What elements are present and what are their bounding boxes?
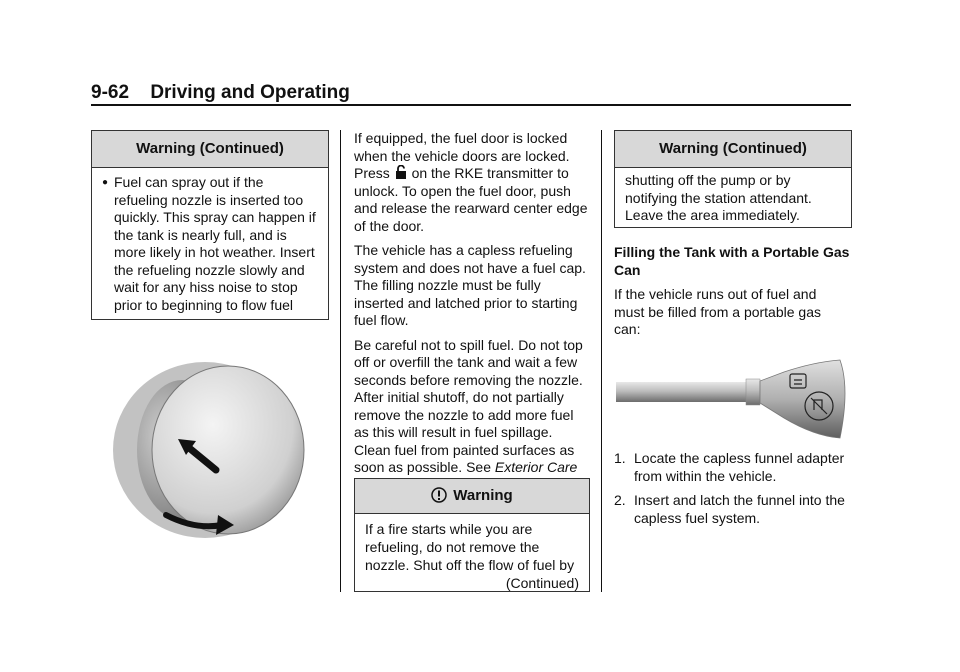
step-text: Locate the capless funnel adapter from within the vehicle. xyxy=(634,450,845,484)
warning-box-title: Warning (Continued) xyxy=(92,131,328,168)
section-title: Driving and Operating xyxy=(150,82,350,103)
column-2 xyxy=(354,130,590,501)
spill-text: Be careful not to spill fuel. Do not top off or overfill the tank and wait a few seconds before removing the nozzle. After initial shutoff, do not partially remove the nozzle to add more fuel as this will result in fuel spillage. Clean fuel from painted surfaces as soon as possible. See xyxy=(354,336,583,475)
warning-bullet-text: Fuel can spray out if the refueling nozzle is inserted too quickly. This spray can happen if the tank is nearly full, and is more likely in hot weather. Insert the refueling nozzle slowly and wait for any hiss noise to stop prior to beginning to flow fuel xyxy=(114,174,316,313)
warning-box-continued-2 xyxy=(614,130,852,228)
capless-paragraph: The vehicle has a capless refueling system and does not have a fuel cap. The filling nozzle must be fully inserted and latched prior to starting fuel flow. xyxy=(354,242,586,328)
spill-paragraph xyxy=(354,337,590,495)
column-divider-2 xyxy=(601,130,602,592)
step-text: Insert and latch the funnel into the capless fuel system. xyxy=(634,492,845,526)
exterior-care-link[interactable]: Exterior Care xyxy=(494,459,578,475)
warning-bullet xyxy=(102,174,318,314)
page-number: 9-62 xyxy=(91,82,130,103)
page-header xyxy=(91,82,350,104)
warning-icon xyxy=(431,487,447,503)
step-number: 2. xyxy=(614,492,626,508)
funnel-adapter-illustration xyxy=(614,358,850,440)
steps-list xyxy=(614,450,850,534)
warning-box-continued-2-title: Warning (Continued) xyxy=(615,131,851,168)
rke-unlock-icon xyxy=(395,165,407,180)
portable-can-intro: If the vehicle runs out of fuel and must be filled from a portable gas can: xyxy=(614,286,821,337)
fire-warning-text: If a fire starts while you are refueling, do not remove the nozzle. Shut off the flow of fuel by xyxy=(365,521,575,573)
bullet-dot-icon: ● xyxy=(102,177,109,188)
fuel-door-text-a: If equipped, the fuel door is locked when the vehicle doors are locked. Press xyxy=(354,130,570,181)
list-item xyxy=(614,450,850,485)
header-rule xyxy=(91,104,851,106)
list-item xyxy=(614,492,850,527)
portable-can-heading: Filling the Tank with a Portable Gas Can xyxy=(614,244,850,278)
continued-label: (Continued) xyxy=(505,575,579,591)
column-3 xyxy=(614,244,850,346)
fuel-door-text-b: on the RKE transmitter to unlock. To open the fuel door, push and release the rearward center edge of the door. xyxy=(354,165,588,234)
warning-continued-text: shutting off the pump or by notifying the station attendant. Leave the area immediately. xyxy=(625,172,812,223)
step-number: 1. xyxy=(614,450,626,466)
warning-box-continued xyxy=(91,130,329,320)
warning-box-fire xyxy=(354,478,590,592)
fuel-door-paragraph xyxy=(354,130,590,235)
warning-title-text: Warning xyxy=(453,487,513,504)
fuel-door-illustration xyxy=(110,345,310,545)
column-divider-1 xyxy=(340,130,341,592)
warning-box-fire-title xyxy=(355,479,589,514)
